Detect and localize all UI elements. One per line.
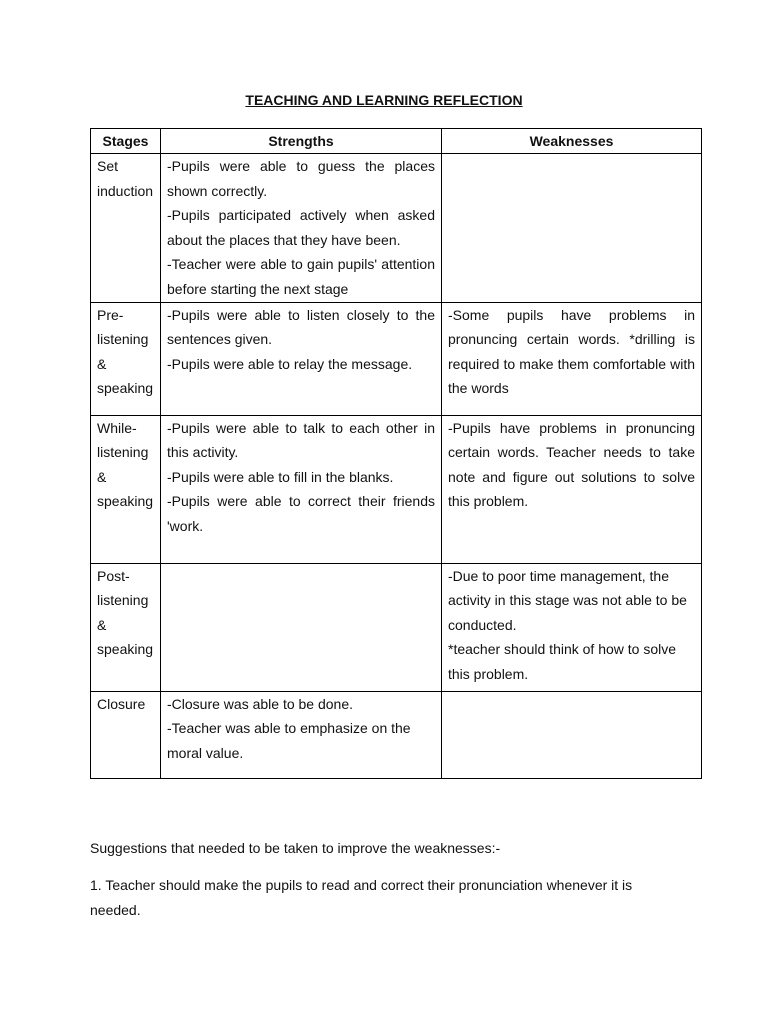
table-row — [91, 563, 702, 691]
strength-item: -Teacher was able to emphasize on the moral value. — [167, 720, 411, 761]
weaknesses-cell — [442, 563, 702, 691]
weakness-item: -Due to poor time management, the activity in this stage was not able to be conducted. — [448, 567, 687, 633]
header-weaknesses: Weaknesses — [442, 129, 702, 154]
strengths-cell — [161, 154, 442, 303]
weakness-item: -Some pupils have problems in pronuncing certain words. *drilling is required to make them comfortable with the words — [448, 306, 695, 397]
weaknesses-cell — [442, 154, 702, 303]
stage-cell: Closure — [91, 691, 161, 778]
strengths-cell — [161, 563, 442, 691]
stage-cell: While-listening & speaking — [91, 415, 161, 563]
suggestions-heading: Suggestions that needed to be taken to improve the weaknesses:- — [90, 840, 501, 856]
reflection-table — [90, 128, 702, 779]
table-row — [91, 691, 702, 778]
table-row — [91, 302, 702, 415]
weaknesses-cell — [442, 415, 702, 563]
stage-cell: Post-listening & speaking — [91, 563, 161, 691]
strength-item: -Closure was able to be done. — [167, 695, 353, 712]
strength-item: -Pupils were able to talk to each other in this activity. — [167, 419, 435, 461]
strength-item: -Pupils participated actively when asked about the places that they have been. — [167, 207, 435, 248]
strengths-cell — [161, 691, 442, 778]
table-row — [91, 154, 702, 303]
header-strengths: Strengths — [161, 129, 442, 154]
table-row — [91, 415, 702, 563]
strengths-cell — [161, 415, 442, 563]
weaknesses-cell — [442, 302, 702, 415]
document-title: TEACHING AND LEARNING REFLECTION — [245, 92, 523, 108]
stage-cell: Set induction — [91, 154, 161, 303]
strength-item: -Pupils were able to relay the message. — [167, 355, 413, 372]
suggestion-item: 1. Teacher should make the pupils to read and correct their pronunciation whenever it is needed. — [90, 877, 633, 918]
weakness-item: *teacher should think of how to solve this problem. — [448, 641, 677, 682]
weakness-item: -Pupils have problems in pronuncing certain words. Teacher needs to take note and figure out solutions to solve this problem. — [448, 419, 695, 510]
strengths-cell — [161, 302, 442, 415]
strength-item: -Pupils were able to fill in the blanks. — [167, 468, 394, 485]
strength-item: -Teacher were able to gain pupils' attention before starting the next stage — [167, 256, 435, 297]
strength-item: -Pupils were able to correct their friends 'work. — [167, 493, 435, 534]
weaknesses-cell — [442, 691, 702, 778]
stage-cell: Pre-listening & speaking — [91, 302, 161, 415]
table-header-row — [91, 129, 702, 154]
strength-item: -Pupils were able to listen closely to the sentences given. — [167, 306, 435, 348]
strength-item: -Pupils were able to guess the places shown correctly. — [167, 158, 435, 199]
header-stages: Stages — [91, 129, 161, 154]
